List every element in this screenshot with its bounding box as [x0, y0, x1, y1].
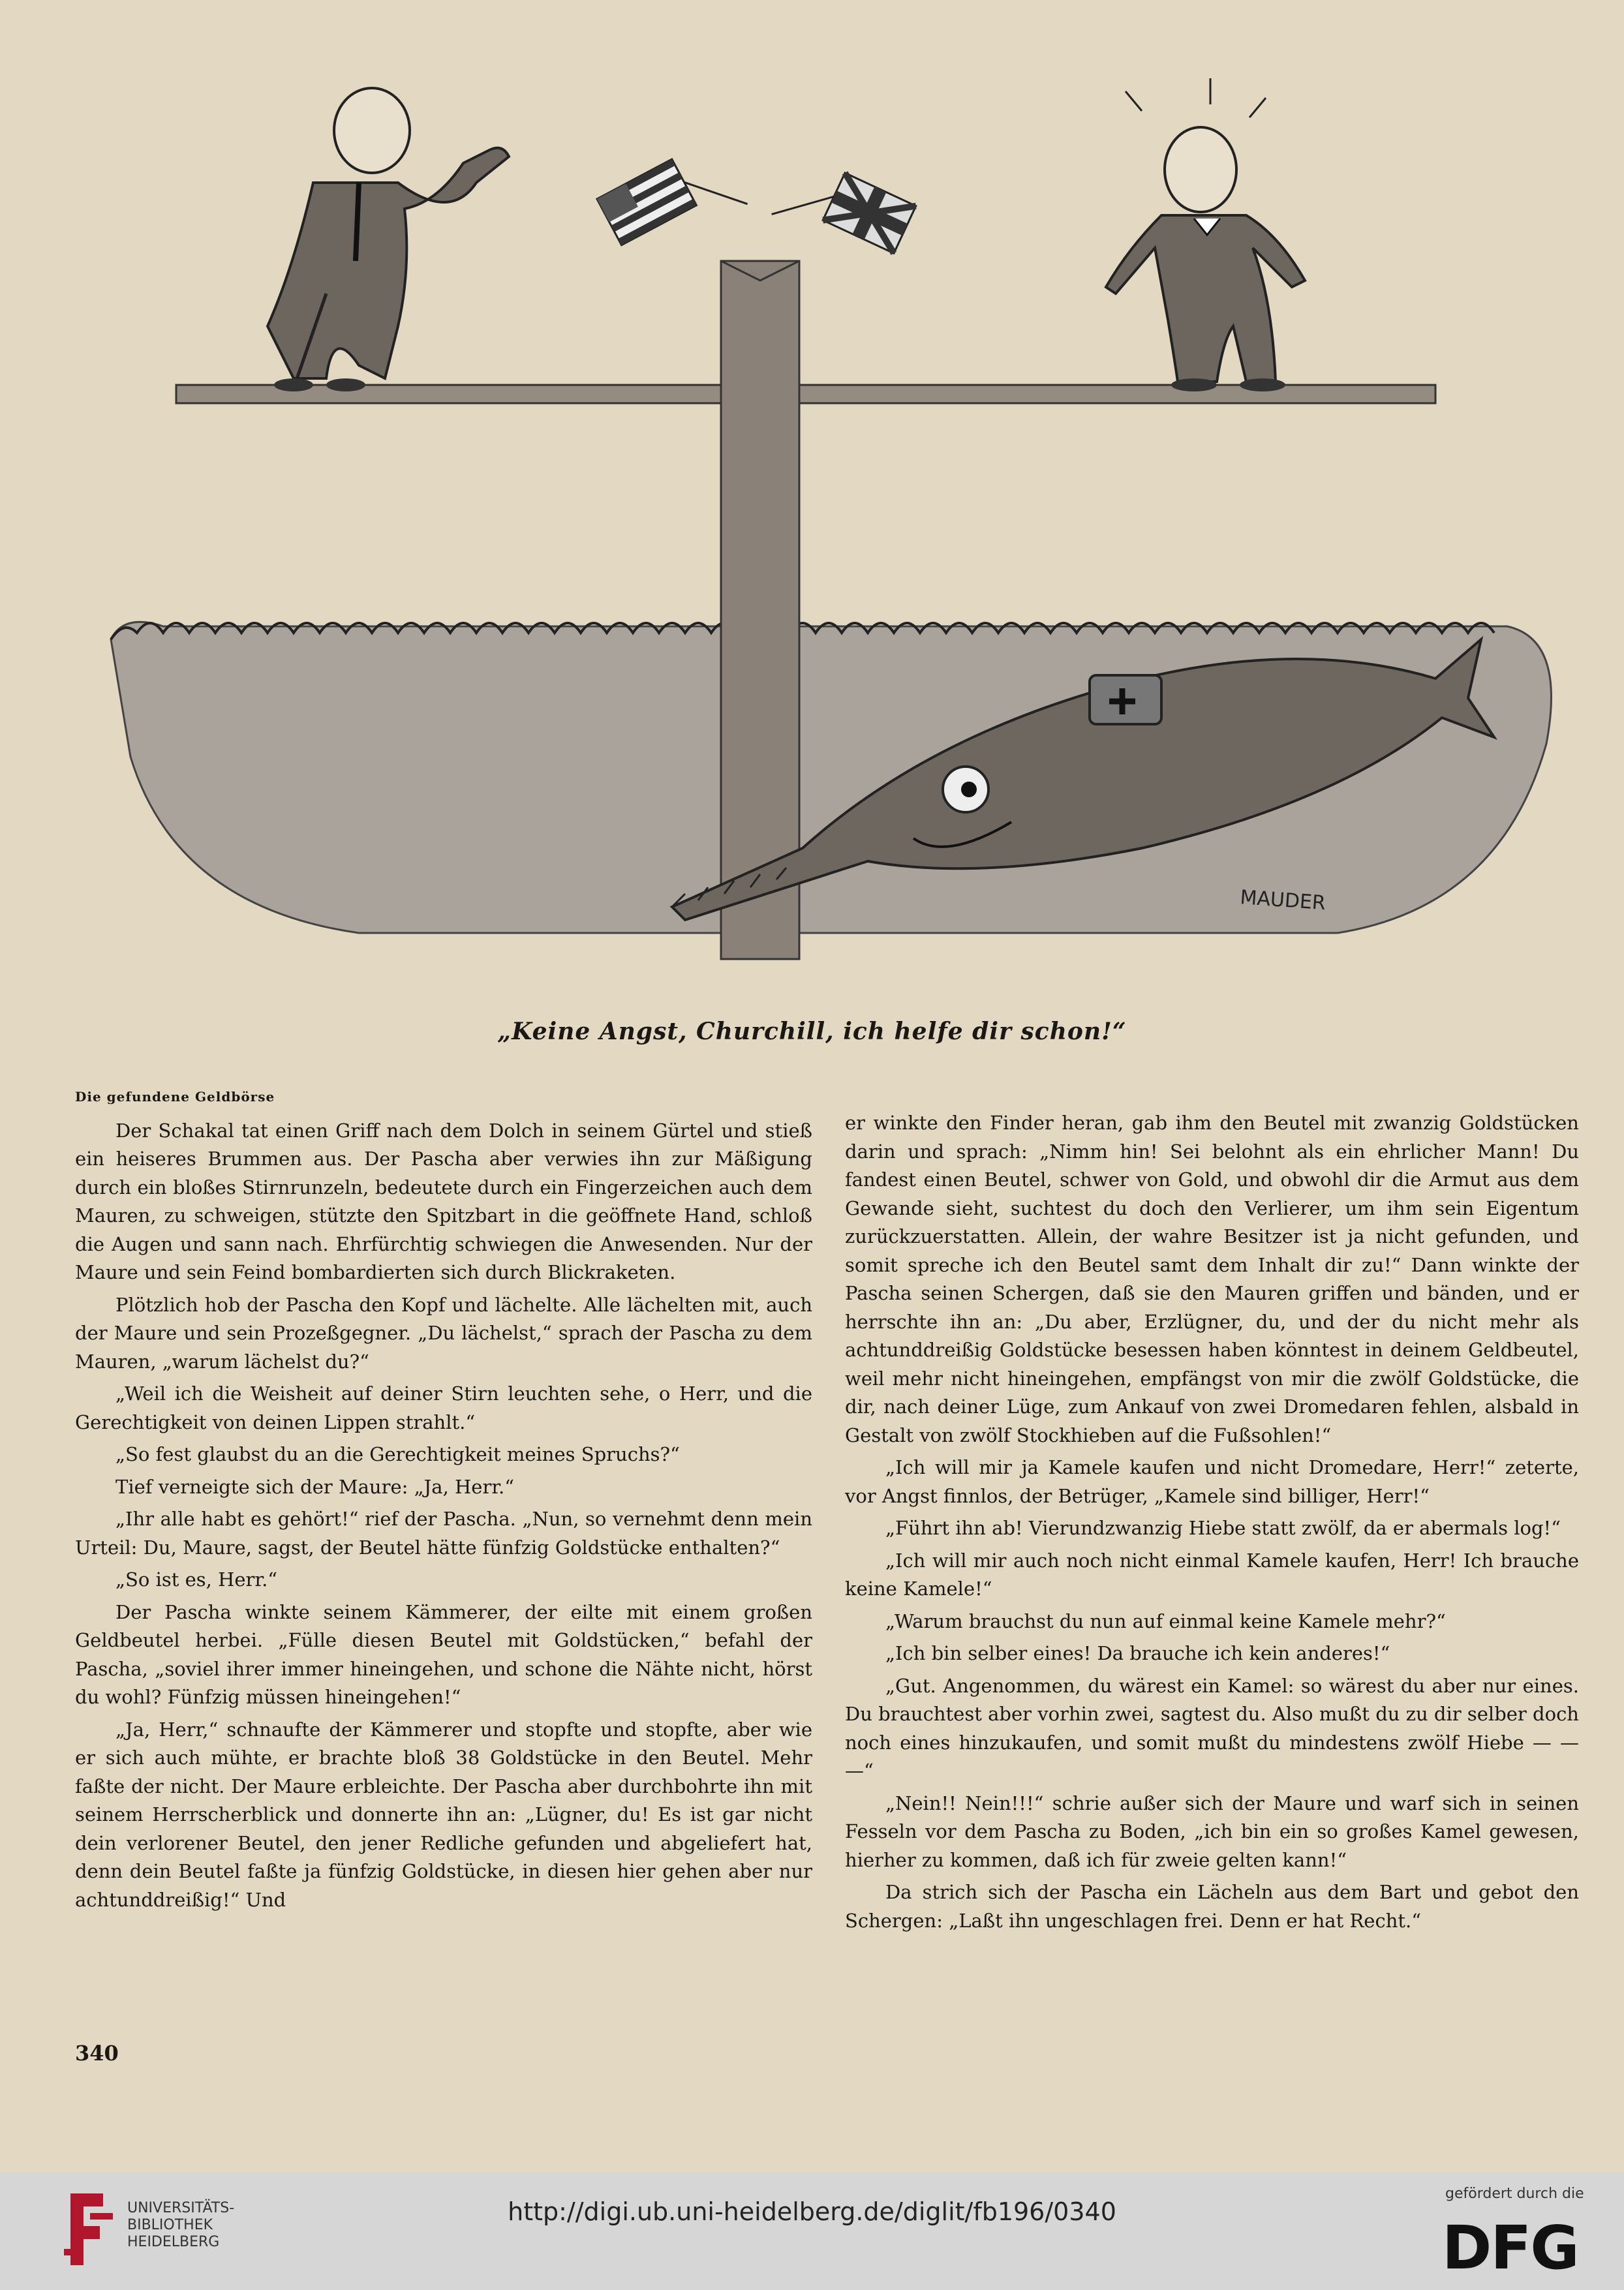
roosevelt-figure — [1106, 78, 1305, 391]
paragraph: „Ich bin selber eines! Da brauche ich kein anderes!“ — [885, 1642, 1390, 1664]
american-flag — [597, 138, 748, 265]
funded-by-text: gefördert durch die — [1445, 2186, 1584, 2202]
paragraph: Da strich sich der Pascha ein Lächeln aus dem Bart und gebot den Schergen: „Laßt ihn ungeschlagen frei. Denn er hat Recht.“ — [845, 1881, 1579, 1932]
paragraph: Plötzlich hob der Pascha den Kopf und lächelte. Alle lächelten mit, auch der Maure und sein Prozeßgegner. „Du lächelst,“ sprach der Pascha zu dem Mauren, „warum lächelst du?“ — [75, 1293, 812, 1373]
paragraph: „So ist es, Herr.“ — [115, 1568, 278, 1591]
paragraph: „Führt ihn ab! Vierundzwanzig Hiebe statt zwölf, da er abermals log!“ — [885, 1517, 1561, 1539]
cartoon-caption: „Keine Angst, Churchill, ich helfe dir schon!“ — [497, 1018, 1127, 1045]
page-number: 340 — [75, 2041, 119, 2066]
dfg-logo[interactable]: DFG — [1442, 2213, 1578, 2283]
cartoon-illustration — [98, 52, 1579, 992]
paragraph: Tief verneigte sich der Maure: „Ja, Herr.“ — [115, 1475, 515, 1498]
artist-signature: MAUDER — [1239, 886, 1326, 915]
paragraph: „Ja, Herr,“ schnaufte der Kämmerer und stopfte und stopfte, aber wie er sich auch mühte, er brachte bloß 38 Goldstücke in den Beutel. Mehr faßte der nicht. Der Maure erbleichte. Der Pascha aber durchbohrte ihn mit seinem Herrscherblick und donnerte ihn an: „Lügner, du! Es ist gar nicht dein verlorener Beutel, den jener Redliche gefunden und abgeliefert hat, denn dein Beutel faßte ja fünfzig Goldstücke, in diesen hier gehen aber nur achtunddreißig!“ Und — [75, 1718, 812, 1911]
paragraph: „Warum brauchst du nun auf einmal keine Kamele mehr?“ — [885, 1610, 1446, 1632]
paragraph: „So fest glaubst du an die Gerechtigkeit meines Spruchs?“ — [115, 1443, 680, 1465]
library-line: UNIVERSITÄTS- — [127, 2200, 235, 2216]
article-right-column — [845, 1109, 1579, 1939]
paragraph: „Gut. Angenommen, du wärest ein Kamel: so wärest du aber nur eines. Du brauchtest aber vorhin zwei, sagtest du. Also mußt du zu dir selber doch noch eines hinzukaufen, und somit mußt du mindestens zwölf Hiebe — — —“ — [845, 1674, 1579, 1782]
library-line: BIBLIOTHEK — [127, 2217, 213, 2233]
permalink-url[interactable]: http://digi.ub.uni-heidelberg.de/diglit/fb196/0340 — [508, 2197, 1116, 2226]
viewer-footer — [0, 2173, 1624, 2290]
paragraph: „Ihr alle habt es gehört!“ rief der Pascha. „Nun, so vernehmt denn mein Urteil: Du, Maure, sagst, der Beutel hätte fünfzig Goldstücke enthalten?“ — [75, 1508, 812, 1559]
paragraph: Der Schakal tat einen Griff nach dem Dolch in seinem Gürtel und stieß ein heiseres Brummen aus. Der Pascha aber verwies ihn zur Mäßigung durch ein bloßes Stirnrunzeln, bedeutete durch ein Fingerzeichen auch dem Mauren, zu schweigen, stützte den Spitzbart in die geöffnete Hand, schloß die Augen und sann nach. Ehrfürchtig schwiegen die Anwesenden. Nur der Maure und sein Feind bombardierten sich durch Blickraketen. — [75, 1119, 812, 1283]
article-left-column — [75, 1083, 812, 1918]
paragraph-continued: er winkte den Finder heran, gab ihm den Beutel mit zwanzig Goldstücken darin und sprach: „Nimm hin! Sei belohnt als ein ehrlicher Mann! Du fandest einen Beutel, schwer von Gold, und obwohl dir die Armut aus dem Gewande sieht, suchtest du doch den Verlierer, um ihm sein Eigentum zurückzuerstatten. Allein, der wahre Besitzer ist ja nicht gefunden, und somit spreche ich den Beutel samt dem Inhalt dir zu!“ Dann winkte der Pascha seinen Schergen, daß sie den Mauren griffen und bänden, und er herrschte ihn an: „Du aber, Erzlügner, du, und der du nicht mehr als achtunddreißig Goldstücke besessen haben könntest in deinem Geldbeutel, weil mehr nicht hineingehen, empfängst von mir die zwölf Goldstücke, die dir, nach deiner Lüge, zum Ankauf von zwei Dromedaren fehlen, alsbald in Gestalt von zwölf Stockhieben auf die Fußsohlen!“ — [845, 1112, 1579, 1446]
paragraph: Der Pascha winkte seinem Kämmerer, der eilte mit einem großen Geldbeutel herbei. „Fülle diesen Beutel mit Goldstücken,“ befahl der Pascha, „soviel ihrer immer hineingehen, und schone die Nähte nicht, hörst du wohl? Fünfzig müssen hineingehen!“ — [75, 1600, 812, 1708]
section-title: Die gefundene Geldbörse — [75, 1089, 275, 1105]
british-flag — [772, 152, 916, 268]
churchill-figure — [268, 88, 509, 391]
paragraph: „Nein!! Nein!!!“ schrie außer sich der Maure und warf sich in seinen Fesseln vor dem Pascha zu Boden, „ich bin ein so großes Kamel gewesen, hierher zu kommen, daß ich für zweie gelten kann!“ — [845, 1792, 1579, 1871]
paragraph: „Ich will mir auch noch nicht einmal Kamele kaufen, Herr! Ich brauche keine Kamele!“ — [845, 1549, 1579, 1600]
library-line: HEIDELBERG — [127, 2234, 220, 2250]
paragraph: „Weil ich die Weisheit auf deiner Stirn leuchten sehe, o Herr, und die Gerechtigkeit von deinen Lippen strahlt.“ — [75, 1382, 812, 1433]
paragraph: „Ich will mir ja Kamele kaufen und nicht Dromedare, Herr!“ zeterte, vor Angst finnlos, der Betrüger, „Kamele sind billiger, Herr!“ — [845, 1456, 1579, 1507]
